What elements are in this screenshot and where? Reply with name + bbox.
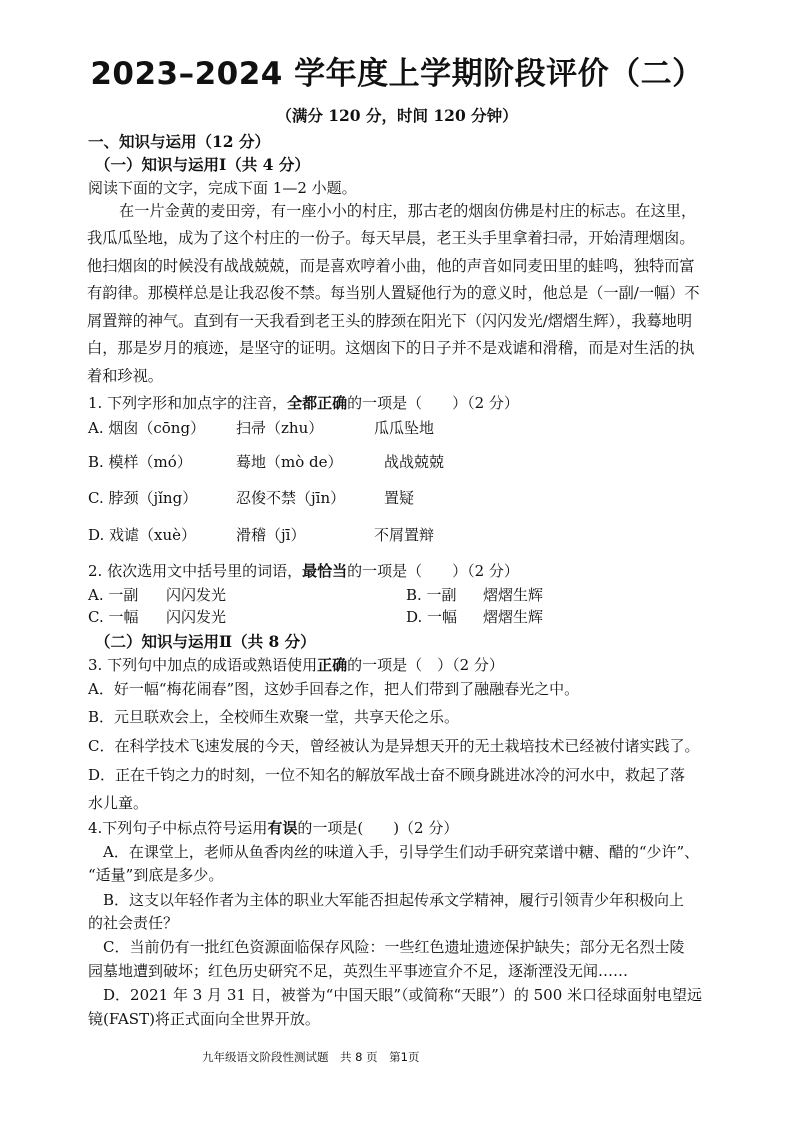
- subsection-heading-1: （一）知识与运用Ⅰ（共 4 分）: [95, 155, 310, 174]
- q3-option-b: B．元旦联欢会上，全校师生欢聚一堂，共享天伦之乐。: [88, 708, 460, 726]
- q1-option-b-1: B. 模样（mó）: [88, 453, 192, 471]
- question-1-stem-tail: 的一项是（ ）（2 分）: [347, 394, 519, 412]
- question-1-stem-text: 1. 下列字形和加点字的注音，: [88, 394, 288, 412]
- question-2-emphasis: 最恰当: [302, 562, 348, 580]
- q3-option-c: C．在科学技术飞速发展的今天，曾经被认为是异想天开的无土栽培技术已经被付诸实践了。: [88, 737, 700, 755]
- passage-line: 我瓜瓜坠地，成为了这个村庄的一份子。每天早晨，老王头手里拿着扫帚，开始清理烟囱。: [87, 229, 695, 247]
- passage-line: 有韵律。那模样总是让我忍俊不禁。每当别人置疑他行为的意义时，他总是（一副/一幅）不: [87, 284, 700, 302]
- passage-line: 着和珍视。: [87, 367, 163, 385]
- question-2-stem: [88, 560, 519, 581]
- q2-option-d-1: D. 一幅: [406, 608, 458, 626]
- q1-option-d-1: D. 戏谑（xuè）: [88, 526, 197, 544]
- q2-option-c-1: C. 一幅: [88, 608, 139, 626]
- passage-line: 白，那是岁月的痕迹，是坚守的证明。这烟囱下的日子并不是戏谑和滑稽，而是对生活的执: [87, 339, 695, 357]
- section-heading-1: 一、知识与运用（12 分）: [88, 132, 270, 151]
- q1-option-b-3: 战战兢兢: [384, 453, 445, 471]
- q1-option-a-3: 瓜瓜坠地: [374, 419, 435, 437]
- q3-option-d: D．正在千钧之力的时刻，一位不知名的解放军战士奋不顾身跳进冰冷的河水中，救起了落: [88, 766, 686, 784]
- q1-option-a-2: 扫帚（zhu）: [236, 419, 324, 437]
- q4-option-c: C．当前仍有一批红色资源面临保存风险：一些红色遗址遗迹保护缺失；部分无名烈士陵: [103, 938, 685, 956]
- q4-option-d-cont: 镜(FAST)将正式面向全世界开放。: [88, 1010, 320, 1028]
- page-footer: 九年级语文阶段性测试题 共 8 页 第1页: [202, 1050, 420, 1064]
- q4-option-b: B．这支以年轻作者为主体的职业大军能否担起传承文学精神，履行引领青少年积极向上: [103, 891, 685, 909]
- q1-option-d-3: 不屑置辩: [374, 526, 435, 544]
- passage-line: 在一片金黄的麦田旁，有一座小小的村庄，那古老的烟囱仿佛是村庄的标志。在这里，: [119, 202, 697, 220]
- question-4-emphasis: 有误: [267, 819, 298, 837]
- q1-option-b-2: 蓦地（mò de）: [236, 453, 343, 471]
- question-1-stem: [88, 392, 519, 413]
- q4-option-a-cont: “适量”到底是多少。: [88, 866, 224, 884]
- q2-option-c-2: 闪闪发光: [166, 608, 227, 626]
- question-3-stem: [88, 654, 504, 675]
- question-4-stem-text: 4.下列句子中标点符号运用: [88, 819, 268, 837]
- question-3-emphasis: 正确: [317, 656, 348, 674]
- instruction-text: 阅读下面的文字，完成下面 1—2 小题。: [88, 179, 357, 197]
- q4-option-b-cont: 的社会责任？: [88, 914, 179, 932]
- q3-option-a: A．好一幅“梅花闹春”图，这妙手回春之作，把人们带到了融融春光之中。: [88, 680, 580, 698]
- question-2-stem-text: 2. 依次选用文中括号里的词语，: [88, 562, 303, 580]
- question-3-stem-tail: 的一项是（ ）（2 分）: [347, 656, 504, 674]
- subsection-heading-2: （二）知识与运用Ⅱ（共 8 分）: [95, 632, 316, 651]
- q1-option-c-2: 忍俊不禁（jīn）: [236, 489, 346, 507]
- q1-option-c-3: 置疑: [384, 489, 415, 507]
- q2-option-b-2: 熠熠生辉: [483, 586, 544, 604]
- q4-option-a: A．在课堂上，老师从鱼香肉丝的味道入手，引导学生们动手研究菜谱中糖、醋的“少许”、: [103, 843, 700, 861]
- q1-option-a-1: A. 烟囱（cōng）: [88, 419, 206, 437]
- page-title: 2023–2024 学年度上学期阶段评价（二）: [90, 56, 704, 92]
- q2-option-b-1: B. 一副: [406, 586, 457, 604]
- question-1-emphasis: 全都正确: [287, 394, 348, 412]
- q1-option-c-1: C. 脖颈（jǐng）: [88, 489, 198, 507]
- q3-option-d-cont: 水儿童。: [88, 794, 149, 812]
- q2-option-d-2: 熠熠生辉: [483, 608, 544, 626]
- q2-option-a-1: A. 一副: [88, 586, 139, 604]
- question-2-stem-tail: 的一项是（ ）（2 分）: [347, 562, 519, 580]
- question-3-stem-text: 3. 下列句中加点的成语或熟语使用: [88, 656, 318, 674]
- passage-line: 他扫烟囱的时候没有战战兢兢，而是喜欢哼着小曲，他的声音如同麦田里的蛙鸣，独特而富: [87, 257, 695, 275]
- question-4-stem: [88, 817, 458, 838]
- q4-option-d: D．2021 年 3 月 31 日，被誉为“中国天眼”（或简称“天眼”）的 500 米口径球面射电望远: [103, 986, 703, 1004]
- q1-option-d-2: 滑稽（jī）: [236, 526, 306, 544]
- page-subtitle: （满分 120 分，时间 120 分钟）: [276, 106, 518, 125]
- q2-option-a-2: 闪闪发光: [166, 586, 227, 604]
- q4-option-c-cont: 园墓地遭到破坏；红色历史研究不足，英烈生平事迹宣介不足，逐渐湮没无闻……: [88, 962, 629, 980]
- passage-line: 屑置辩的神气。直到有一天我看到老王头的脖颈在阳光下（闪闪发光/熠熠生辉），我蓦地明: [87, 312, 693, 330]
- question-4-stem-tail: 的一项是( )（2 分）: [297, 819, 459, 837]
